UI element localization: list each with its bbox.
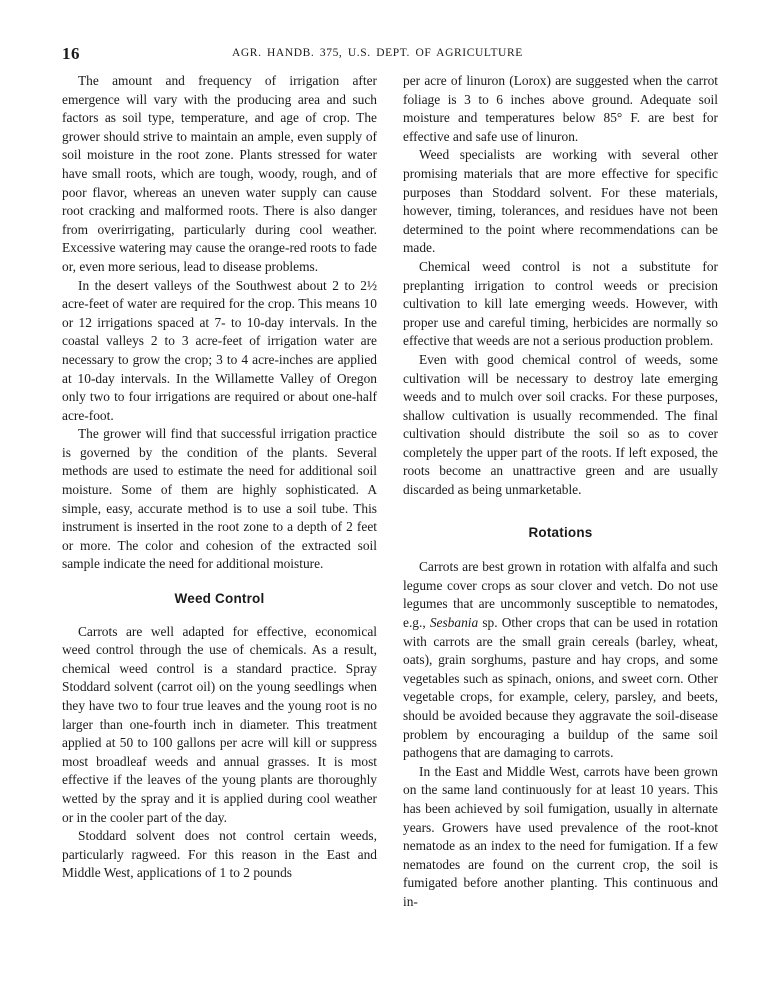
right-column xyxy=(403,72,718,912)
paragraph: Chemical weed control is not a substitute for preplanting irrigation to control weeds or precision cultivation to kill late emerging weeds. However, with proper use and careful timing, herbicides are normally so effective that weeds are not a serious production problem. xyxy=(403,258,718,349)
paragraph: In the desert valleys of the Southwest about 2 to 2½ acre-feet of water are required for the crop. This means 10 or 12 irrigations spaced at 7- to 10-day intervals. In the coastal valleys 2 to 3 acre-feet of irrigation water are necessary to grow the crop; 3 to 4 acre-inches are applied at 10-day intervals. In the Willamette Valley of Oregon only two to four irrigations are required or about one-half acre-foot. xyxy=(62,277,377,423)
text-run: sp. Other crops that can be used in rotation with carrots are the small grain cereals (barley, wheat, oats), grain sorghums, pasture and hay crops, and some vegetables such as spinach, onions, and sweet corn. Other vegetable crops, for example, celery, parsley, and beets, should be avoided because they aggravate the soil-disease problem by encouraging a buildup of the same soil pathogens that are damaging to carrots. xyxy=(403,615,718,761)
section-heading-rotations: Rotations xyxy=(528,524,593,540)
paragraph: The grower will find that successful irrigation practice is governed by the condition of the plants. Several methods are used to estimate the need for additional soil moisture. Some of them are highly sophisticated. A simple, easy, accurate method is to use a soil tube. This instrument is inserted in the root zone to a depth of 2 feet or more. The color and cohesion of the extracted soil sample indicate the need for additional moisture. xyxy=(62,426,377,572)
paragraph-rotations xyxy=(403,558,718,763)
page-number: 16 xyxy=(62,44,80,63)
running-head: AGR. HANDB. 375, U.S. DEPT. OF AGRICULTURE xyxy=(232,47,523,59)
paragraph: In the East and Middle West, carrots have been grown on the same land continuously for at least 10 years. This has been achieved by soil fumigation, usually in alternate years. Growers have used prevalence of the root-knot nematode as an index to the need for fumigation. If a few nematodes are found on the current crop, the soil is fumigated before another planting. This continuous and in- xyxy=(403,763,718,909)
section-heading-weed-control: Weed Control xyxy=(174,591,265,607)
paragraph: Even with good chemical control of weeds, some cultivation will be necessary to destroy late emerging weeds and to mulch over soil cracks. For these purposes, shallow cultivation is usually recommended. The final cultivation should distribute the soil so as to cover completely the upper part of the roots. If left exposed, the roots become an unattractive green and are usually discarded as being unmarketable. xyxy=(403,351,718,498)
paragraph: The amount and frequency of irrigation after emergence will vary with the producing area and such factors as soil type, temperature, and age of crop. The grower should strive to maintain an ample, even supply of soil moisture in the root zone. Plants stressed for water have small roots, which are tough, woody, rough, and of poor flavor, whereas an uneven water supply can cause root cracking and malformed roots. There is also danger from overirrigating, particularly during cool weather. Excessive watering may cause the orange-red roots to fade or, even more serious, lead to disease problems. xyxy=(62,73,377,274)
paragraph: Stoddard solvent does not control certain weeds, particularly ragweed. For this reason in the East and Middle West, applications of 1 to 2 pounds xyxy=(62,828,377,881)
text-run: Carrots are best grown in rotation with alfalfa and such legume cover crops as sour clover and vetch. Do not use legumes that are uncommonly susceptible to nematodes, e.g., xyxy=(403,559,718,631)
left-column xyxy=(62,72,377,883)
paragraph: Carrots are well adapted for effective, economical weed control through the use of chemicals. As a result, chemical weed control is a standard practice. Spray Stoddard solvent (carrot oil) on the young seedlings when they have two to four true leaves and the young root is no larger than one-fourth inch in diameter. This treatment applied at 50 to 100 gallons per acre will kill or suppress most broadleaf weeds and annual grasses. It is most effective if the leaves of the young plants are thoroughly wetted by the spray and it is applied during cool weather or in the cooler part of the day. xyxy=(62,623,377,825)
page-header xyxy=(62,44,722,64)
species-name: Sesbania xyxy=(429,615,479,631)
paragraph: per acre of linuron (Lorox) are suggested when the carrot foliage is 3 to 6 inches above ground. Adequate soil moisture and temperatures below 85° F. are best for effective and safe use of linuron. xyxy=(403,73,718,144)
paragraph: Weed specialists are working with several other promising materials that are more effective for specific purposes than Stoddard solvent. For these materials, however, timing, tolerances, and residues have not been determined to the point where recommendations can be made. xyxy=(403,147,718,256)
